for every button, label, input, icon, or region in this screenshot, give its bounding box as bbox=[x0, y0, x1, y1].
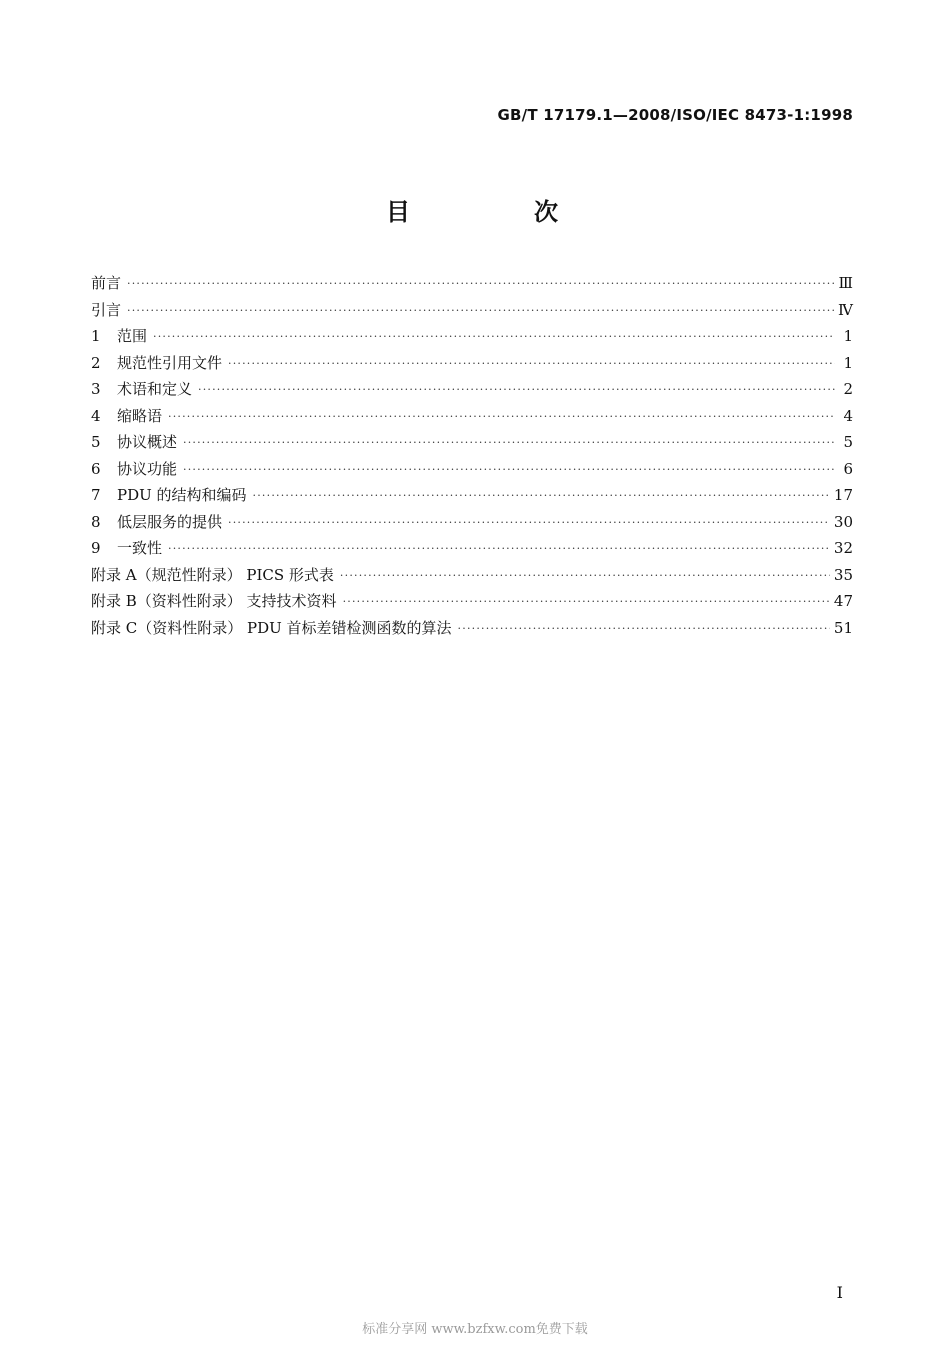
toc-entry-5[interactable] bbox=[91, 431, 853, 458]
toc-entry-label: 一致性 bbox=[117, 539, 163, 557]
toc-dot-leader bbox=[198, 383, 835, 396]
toc-dot-leader bbox=[343, 595, 830, 608]
toc-entry-foreword[interactable] bbox=[91, 272, 853, 299]
toc-entry-8[interactable] bbox=[91, 511, 853, 538]
page-number: I bbox=[836, 1283, 843, 1302]
toc-entry-page: 1 bbox=[843, 327, 853, 345]
toc-entry-page: 51 bbox=[833, 618, 853, 637]
toc-entry-annex-b[interactable] bbox=[91, 590, 853, 617]
toc-entry-label: 缩略语 bbox=[117, 406, 163, 425]
toc-entry-introduction[interactable] bbox=[91, 299, 853, 326]
toc-entry-label: 附录 A（规范性附录） PICS 形式表 bbox=[91, 565, 334, 584]
toc-entry-number: 6 bbox=[91, 459, 101, 478]
toc-entry-label: 范围 bbox=[117, 327, 148, 345]
toc-entry-number: 7 bbox=[91, 486, 101, 504]
toc-dot-leader bbox=[153, 330, 835, 343]
toc-entry-7[interactable] bbox=[91, 484, 853, 511]
toc-entry-page: 17 bbox=[833, 486, 853, 504]
toc-dot-leader bbox=[228, 357, 835, 370]
toc-entry-label: 附录 C（资料性附录） PDU 首标差错检测函数的算法 bbox=[91, 618, 452, 637]
toc-entry-annex-a[interactable] bbox=[91, 564, 853, 591]
toc-dot-leader bbox=[340, 569, 830, 582]
toc-dot-leader bbox=[458, 622, 830, 635]
toc-dot-leader bbox=[183, 463, 835, 476]
toc-entry-number: 8 bbox=[91, 512, 101, 531]
toc-entry-page: 4 bbox=[843, 406, 853, 425]
toc-entry-label: 引言 bbox=[91, 300, 122, 319]
standard-code: GB/T 17179.1—2008/ISO/IEC 8473-1:1998 bbox=[497, 106, 853, 124]
toc-entry-label: 前言 bbox=[91, 274, 122, 292]
toc-entry-page: 2 bbox=[843, 380, 853, 398]
toc-dot-leader bbox=[228, 516, 830, 529]
toc-entry-page: 47 bbox=[833, 592, 853, 610]
toc-entry-label: 附录 B（资料性附录） 支持技术资料 bbox=[91, 592, 337, 610]
toc-entry-label: 低层服务的提供 bbox=[117, 512, 223, 531]
toc-entry-label: PDU 的结构和编码 bbox=[117, 486, 247, 504]
toc-dot-leader bbox=[183, 436, 835, 449]
toc-entry-4[interactable] bbox=[91, 405, 853, 432]
toc-entry-number: 9 bbox=[91, 539, 101, 557]
toc-entry-number: 2 bbox=[91, 353, 101, 372]
toc-dot-leader bbox=[127, 304, 834, 317]
toc-entry-label: 规范性引用文件 bbox=[117, 353, 223, 372]
toc-entry-annex-c[interactable] bbox=[91, 617, 853, 644]
toc-entry-page: 32 bbox=[833, 539, 853, 557]
toc-dot-leader bbox=[127, 277, 835, 290]
toc-entry-page: 1 bbox=[843, 353, 853, 372]
toc-entry-page: Ⅲ bbox=[838, 274, 853, 292]
toc-entry-number: 3 bbox=[91, 380, 101, 398]
toc-entry-1[interactable] bbox=[91, 325, 853, 352]
toc-entry-number: 4 bbox=[91, 406, 101, 425]
toc-entry-page: Ⅳ bbox=[838, 300, 853, 319]
toc-dot-leader bbox=[253, 489, 830, 502]
toc-entry-9[interactable] bbox=[91, 537, 853, 564]
watermark-text: 标准分享网 www.bzfxw.com免费下载 bbox=[362, 1322, 588, 1337]
toc-entry-label: 术语和定义 bbox=[117, 380, 193, 398]
toc-entry-number: 5 bbox=[91, 433, 101, 451]
toc-entry-label: 协议功能 bbox=[117, 459, 178, 478]
page-title: 目 次 bbox=[386, 198, 608, 226]
toc-entry-page: 6 bbox=[843, 459, 853, 478]
toc-entry-page: 35 bbox=[833, 565, 853, 584]
table-of-contents bbox=[91, 272, 853, 643]
toc-entry-page: 30 bbox=[833, 512, 853, 531]
toc-entry-6[interactable] bbox=[91, 458, 853, 485]
toc-entry-page: 5 bbox=[843, 433, 853, 451]
toc-dot-leader bbox=[168, 542, 830, 555]
toc-entry-label: 协议概述 bbox=[117, 433, 178, 451]
toc-entry-3[interactable] bbox=[91, 378, 853, 405]
toc-entry-2[interactable] bbox=[91, 352, 853, 379]
toc-entry-number: 1 bbox=[91, 327, 101, 345]
toc-dot-leader bbox=[168, 410, 835, 423]
